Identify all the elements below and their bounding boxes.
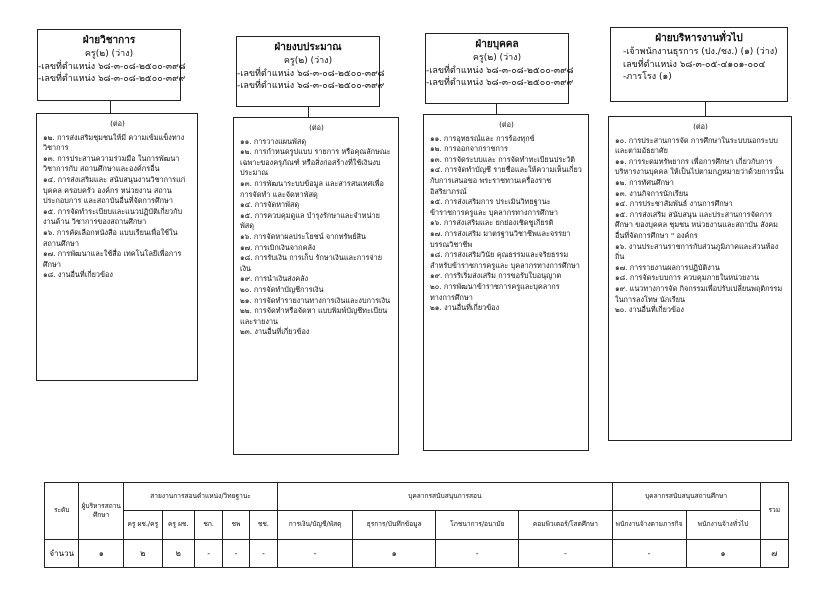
connector-academic — [110, 101, 111, 113]
personnel-line-3: -เลขที่ตำแหน่ง ๖๘-๓-๐๘-๒๕๐๐-๓๙๙ — [426, 78, 574, 88]
personnel-duty-item: ๑๑. การอุทธรณ์และ การร้องทุกข์ — [430, 133, 535, 143]
general-duty-item: ๑๙. แนวทางการจัด กิจกรรมเพื่อปรับเปลี่ยนพฤติกรรมในการลงโทษ นักเรียน — [615, 283, 783, 304]
general-duty-item: ๑๗. การรายงานผลการปฏิบัติงาน — [615, 262, 720, 272]
personnel-duty-item: ๒๑. งานอื่นที่เกี่ยวข้อง — [430, 303, 500, 313]
table-cell: - — [278, 539, 353, 567]
th-support: บุคลากรสนับสนุนการสอน — [278, 483, 612, 511]
general-line-1: -เจ้าพนักงานธุรการ (ปง./ชง.) (๑) (ว่าง) — [623, 47, 778, 57]
budget-duty-item: ๒๑. การจัดทำรายงานทางการเงินและงบการเงิน — [240, 295, 391, 305]
budget-duty-list — [240, 137, 393, 338]
general-title: ฝ่ายบริหารงานทั่วไป — [655, 33, 743, 44]
general-duty-item: ๑๖. งานประสานราชการกับส่วนภูมิภาคและส่วนท้องถิ่น — [615, 241, 779, 262]
table-cell: ๒ — [162, 539, 194, 567]
budget-duty-item: ๒๐. การจัดทำบัญชีการเงิน — [240, 284, 324, 294]
budget-duty-item: ๑๘. การรับเงิน การเก็บ รักษาเงินและการจ่ายเงิน — [240, 253, 383, 273]
table-row — [45, 539, 789, 567]
th-teach-col: ชพ — [223, 511, 249, 539]
personnel-duty-item: ๑๘. การส่งเสริมวินัย คุณธรรมและจริยธรรม สำหรับข้าราชการครูและ บุคลากรทางการศึกษา — [430, 250, 580, 270]
th-support-col: โภชนาการ/อนามัย — [436, 511, 519, 539]
personnel-duties-box — [423, 114, 589, 451]
personnel-duty-item: ๒๐. การพัฒนาข้าราชการครูและบุคลากรทางการศึกษา — [430, 281, 560, 302]
academic-duty-list — [43, 133, 192, 281]
budget-duty-item: ๑๙. การนำเงินส่งคลัง — [240, 274, 309, 284]
budget-duties-box — [233, 117, 399, 455]
table-cell: - — [223, 539, 249, 567]
academic-line-2: -เลขที่ตำแหน่ง ๖๘-๓-๐๘-๒๕๐๐-๓๙๘ — [38, 61, 186, 72]
budget-header-box — [236, 36, 385, 107]
personnel-duty-item: ๑๖. การส่งเสริมและ ยกย่องเชิดชูเกียรติ — [430, 218, 554, 228]
personnel-duty-list — [430, 134, 583, 314]
personnel-title: ฝ่ายบุคคล — [475, 39, 519, 50]
general-header-box — [610, 27, 788, 102]
th-teach-col: ครู ผช./ครู — [124, 511, 163, 539]
general-duty-item: ๑๓. งานกิจการนักเรียน — [615, 188, 689, 198]
budget-line-1: ครู(๒) (ว่าง) — [283, 56, 333, 66]
personnel-line-1: ครู(๒) (ว่าง) — [472, 53, 522, 63]
th-support-col: คอมพิวเตอร์/โสตศึกษา — [519, 511, 612, 539]
staff-summary-table — [44, 482, 789, 568]
personnel-header-box — [425, 33, 574, 104]
budget-continued: (ต่อ) — [309, 123, 324, 132]
th-total: รวม — [760, 483, 788, 540]
row-label: จำนวน — [45, 539, 79, 567]
budget-duty-item: ๑๒. การกำหนดรูปแบบ รายการ หรือคุณลักษณะ เฉพาะของครุภัณฑ์ หรือสิ่งก่อสร้างที่ใช้เงินงบประมาณ — [240, 147, 391, 178]
budget-duty-item: ๑๖. การจัดหาผลประโยชน์ จากทรัพย์สิน — [240, 231, 366, 241]
th-teach-col: ชก. — [194, 511, 222, 539]
academic-duty-item: ๑๒. การส่งเสริมชุมชนให้มี ความเข้มแข็งทางวิชาการ — [43, 132, 185, 153]
table-cell: ๑ — [686, 539, 760, 567]
table-cell: - — [612, 539, 686, 567]
th-level: ระดับ — [45, 483, 79, 540]
th-admin: ผู้บริหารสถานศึกษา — [79, 483, 124, 540]
th-teach-col: ครู ผช. — [162, 511, 194, 539]
personnel-duty-item: ๑๙. การริเริ่มส่งเสริม การขอรับใบอนุญาต — [430, 271, 562, 281]
th-school-support-col: พนักงานจ้างตามภารกิจ — [612, 511, 686, 539]
academic-duty-item: ๑๖. การคัดเลือกหนังสือ แบบเรียนเพื่อใช้ในสถานศึกษา — [43, 227, 178, 248]
academic-duty-item: ๑๕. การจัดทำระเบียบและแนวปฏิบัติเกี่ยวกับงานด้าน วิชาการของสถานศึกษา — [43, 206, 183, 227]
personnel-line-2: -เลขที่ตำแหน่ง ๖๘-๓-๐๘-๒๕๐๐-๓๙๘ — [426, 65, 574, 76]
general-duty-item: ๒๐. งานอื่นที่เกี่ยวข้อง — [615, 305, 684, 315]
academic-line-1: ครู(๒) (ว่าง) — [84, 49, 134, 59]
general-line-3: -ภารโรง (๑) — [623, 72, 672, 82]
general-duty-item: ๑๔. การประชาสัมพันธ์ งานการศึกษา — [615, 199, 733, 209]
budget-duty-item: ๑๓. การพัฒนาระบบข้อมูล และสารสนเทศเพื่อการจัดทำ และจัดหาพัสดุ — [240, 178, 384, 199]
academic-line-3: -เลขที่ตำแหน่ง ๖๘-๓-๐๘-๒๕๐๐-๓๙๙ — [38, 74, 186, 84]
personnel-continued: (ต่อ) — [499, 120, 514, 129]
budget-duty-item: ๑๕. การควบคุมดูแล บำรุงรักษาและจำหน่ายพัสดุ — [240, 210, 380, 231]
academic-duty-item: ๑๔. การส่งเสริมและ สนับสนุนงานวิชาการแก่ บุคคล ครอบครัว องค์กร หน่วยงาน สถานประกอบการ และสถาบันอื่นที่จัดการศึกษา — [43, 174, 186, 206]
connector-budget — [308, 107, 309, 117]
budget-line-3: -เลขที่ตำแหน่ง ๖๘-๓-๐๘-๒๕๐๐-๓๙๙ — [237, 81, 385, 91]
academic-duty-item: ๑๓. การประสานความร่วมมือ ในการพัฒนาวิชาการกับ สถานศึกษาและองค์กรอื่น — [43, 153, 180, 174]
table-cell: ๑ — [79, 539, 124, 567]
general-continued: (ต่อ) — [693, 122, 708, 131]
general-duty-item: ๑๘. การจัดระบบการ ควบคุมภายในหน่วยงาน — [615, 273, 760, 283]
personnel-duty-item: ๑๓. การจัดระบบและ การจัดทำทะเบียนประวัติ — [430, 154, 576, 164]
general-duty-list — [615, 136, 786, 316]
budget-duty-item: ๑๗. การเบิกเงินจากคลัง — [240, 242, 316, 252]
general-duties-box — [608, 116, 792, 441]
th-support-col: ธุรการ/บันทึกข้อมูล — [353, 511, 436, 539]
academic-duties-box — [36, 113, 198, 381]
budget-line-2: -เลขที่ตำแหน่ง ๖๘-๓-๐๘-๒๕๐๐-๓๙๘ — [237, 68, 385, 79]
general-duty-item: ๑๒. การทัศนศึกษา — [615, 177, 674, 187]
budget-duty-item: ๒๓. งานอื่นที่เกี่ยวข้อง — [240, 327, 310, 337]
th-school-support: บุคลากรสนับสนุนสถานศึกษา — [612, 483, 760, 511]
table-cell: - — [519, 539, 612, 567]
academic-duty-item: ๑๘. งานอื่นที่เกี่ยวข้อง — [43, 270, 113, 280]
th-teach-col: ชช. — [249, 511, 277, 539]
academic-title: ฝ่ายวิชาการ — [82, 35, 136, 46]
budget-duty-item: ๑๑. การวางแผนพัสดุ — [240, 136, 307, 146]
personnel-duty-item: ๑๔. การจัดทำบัญชี รายชื่อและให้ความเห็นเกี่ยวกับการเสนอขอ พระราชทานเครื่องราชอิสริยาภรณ์ — [430, 165, 582, 196]
th-support-col: การเงิน/บัญชี/พัสดุ — [278, 511, 353, 539]
table-cell: - — [436, 539, 519, 567]
personnel-duty-item: ๑๕. การส่งเสริมการ ประเมินวิทยฐานะข้าราชการครูและ บุคลากรทางการศึกษา — [430, 197, 558, 217]
budget-duty-item: ๒๒. การจัดทำหรือจัดหา แบบพิมพ์บัญชีทะเบียนและรายงาน — [240, 306, 388, 326]
general-line-2: เลขที่ตำแหน่ง ๖๘-๓-๐๕-๔๑๐๑-๐๐๔ — [623, 59, 766, 70]
table-cell: - — [194, 539, 222, 567]
academic-header-box — [37, 29, 186, 101]
table-cell: ๑ — [353, 539, 436, 567]
th-teaching: สายงานการสอนตำแหน่ง/วิทยฐานะ — [124, 483, 278, 511]
personnel-duty-item: ๑๒. การออกจากราชการ — [430, 144, 508, 154]
th-school-support-col: พนักงานจ้างทั่วไป — [686, 511, 760, 539]
table-cell: - — [249, 539, 277, 567]
table-cell: ๗ — [760, 539, 788, 567]
table-cell: ๒ — [124, 539, 163, 567]
academic-duty-item: ๑๗. การพัฒนาและใช้สื่อ เทคโนโลยีเพื่อการศึกษา — [43, 249, 182, 269]
personnel-duty-item: ๑๗. การส่งเสริม มาตรฐานวิชาชีพและจรรยาบรรณวิชาชีพ — [430, 228, 571, 249]
general-duty-item: ๑๕. การส่งเสริม สนับสนุน และประสานการจัดการศึกษา ของบุคคล ชุมชน หน่วยงานและสถาบัน สังคมอื่นที่จัดการศึกษา " องค์กร — [615, 209, 778, 240]
budget-title: ฝ่ายงบประมาณ — [274, 42, 342, 53]
general-duty-item: ๑๐. การประสานการจัด การศึกษาในระบบนอกระบบและตามอัธยาศัย — [615, 135, 778, 156]
academic-continued: (ต่อ) — [110, 119, 125, 128]
budget-duty-item: ๑๔. การจัดหาพัสดุ — [240, 200, 300, 210]
connector-personnel — [496, 104, 497, 114]
general-duty-item: ๑๑. การระดมทรัพยากร เพื่อการศึกษา เกี่ยวกับการบริหารงานบุคคล ให้เป็นไปตามกฎหมายว่าด้วยการนั้น — [615, 156, 784, 177]
connector-general — [705, 102, 706, 116]
